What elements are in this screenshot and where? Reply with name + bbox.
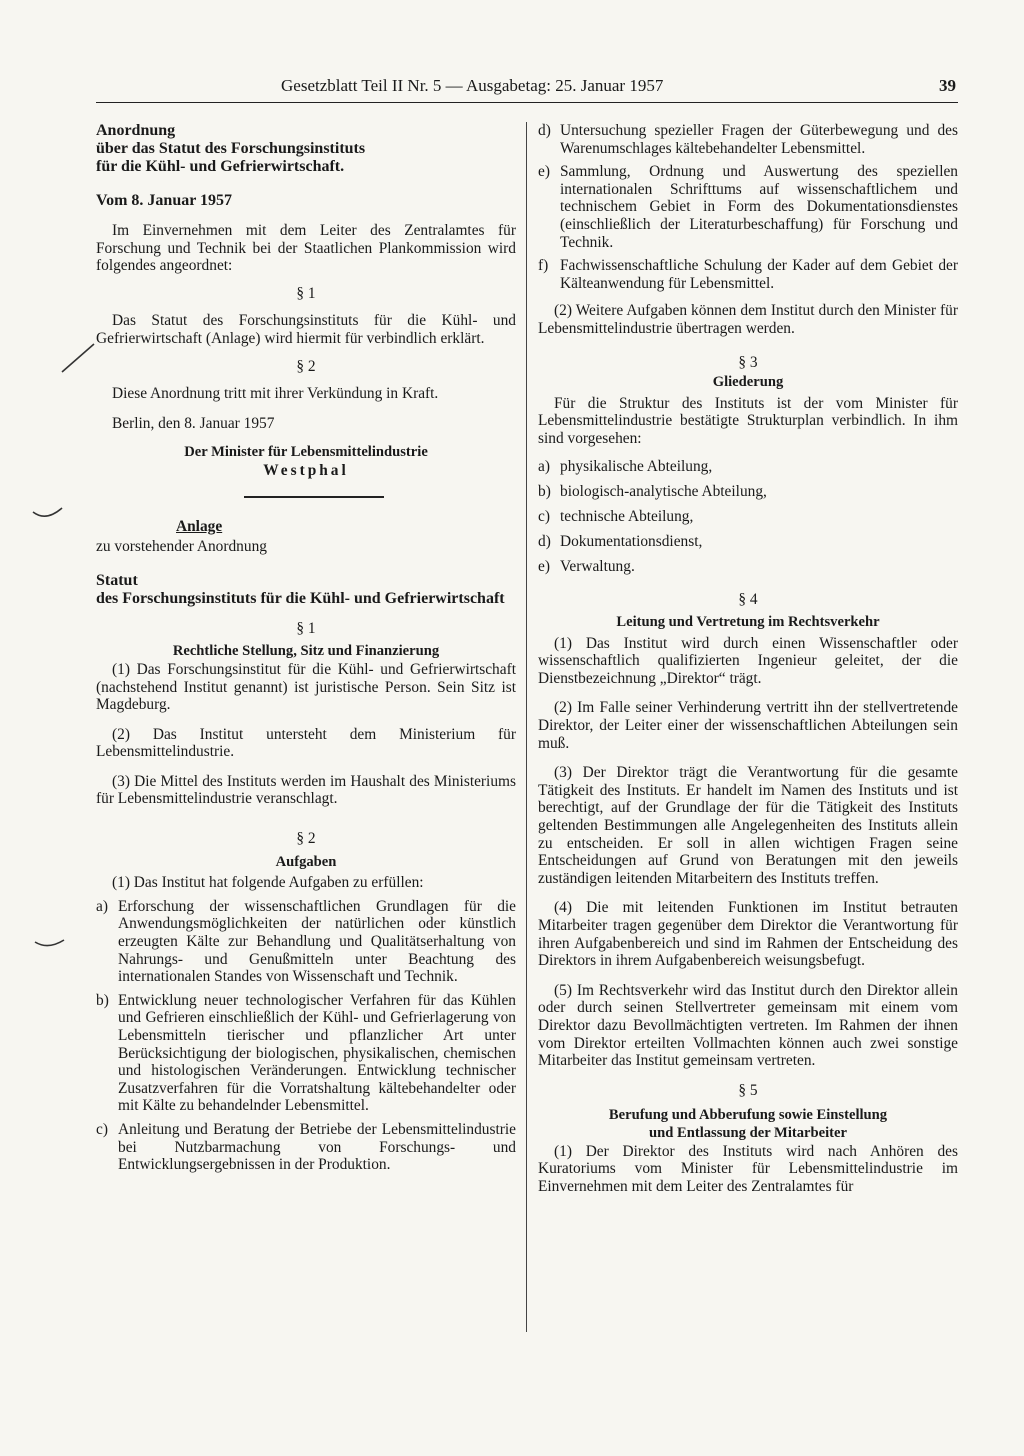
statute-1-para-1: (1) Das Forschungsinstitut für die Kühl- und Gefrierwirtschaft (nachstehend Institut genannt) ist juristische Person. Sein Sitz ist Magdeburg. bbox=[96, 660, 516, 714]
place-date: Berlin, den 8. Januar 1957 bbox=[112, 414, 275, 432]
list-label: d) bbox=[538, 122, 551, 139]
signatory-name: Westphal bbox=[263, 461, 349, 479]
list-item bbox=[538, 122, 958, 157]
list-item bbox=[96, 1121, 516, 1174]
statute-subtitle: des Forschungsinstituts für die Kühl- und Gefrierwirtschaft bbox=[96, 589, 505, 607]
statute-section-4-heading: § 4 bbox=[738, 590, 758, 608]
list-text: Dokumentationsdienst, bbox=[560, 532, 703, 550]
statute-3-intro: Für die Struktur des Instituts ist der vom Minister für Lebensmittelindustrie bestätigte Strukturplan verbindlich. In ihm sind vorgesehen: bbox=[538, 394, 958, 447]
list-text: Untersuchung spezieller Fragen der Güterbewegung und des Warenumschlages kältebehandelter Lebensmittel. bbox=[560, 122, 958, 157]
list-item bbox=[538, 163, 958, 251]
annex-label: Anlage bbox=[176, 517, 223, 535]
list-item bbox=[538, 529, 958, 554]
statute-2-para-1: (1) Das Institut hat folgende Aufgaben zu erfüllen: bbox=[112, 874, 424, 892]
statute-4-para-2: (2) Im Falle seiner Verhinderung vertritt ihn der stellvertretende Direktor, der Leiter einer der wissenschaftlichen Abteilungen sein muß. bbox=[538, 699, 958, 752]
list-label: c) bbox=[538, 507, 550, 525]
list-item bbox=[538, 554, 958, 579]
statute-section-1-heading: § 1 bbox=[296, 619, 316, 637]
statute-5-para-1: (1) Der Direktor des Instituts wird nach Anhören des Kuratoriums vom Minister für Lebensmittelindustrie im Einvernehmen mit dem Leiter des Zentralamtes für bbox=[538, 1142, 958, 1195]
statute-1-para-2: (2) Das Institut untersteht dem Ministerium für Lebensmittelindustrie. bbox=[96, 725, 516, 761]
right-column bbox=[538, 122, 958, 1195]
list-text: Erforschung der wissenschaftlichen Grundlagen für die Anwendungsmöglichkeiten der natürlichen oder künstlich erzeugten Kälte zur Behandlung und Qualitätserhaltung von Nahrungs- und Genußmitteln unter Beachtung des internationalen Standes von Wissenschaft und Technik. bbox=[118, 897, 516, 986]
statute-1-para-3: (3) Die Mittel des Instituts werden im Haushalt des Ministeriums für Lebensmittelindustrie veranschlagt. bbox=[96, 772, 516, 808]
list-item bbox=[538, 479, 958, 504]
list-item bbox=[538, 504, 958, 529]
list-text: Verwaltung. bbox=[560, 557, 635, 575]
statute-section-2-heading: § 2 bbox=[296, 830, 316, 848]
ordinance-title: Anordnung bbox=[96, 122, 176, 139]
section-1-heading: § 1 bbox=[296, 284, 316, 302]
list-label: a) bbox=[96, 897, 108, 915]
section-2-heading: § 2 bbox=[296, 357, 316, 375]
statute-section-1-title: Rechtliche Stellung, Sitz und Finanzierung bbox=[172, 643, 440, 660]
pencil-check-icon bbox=[32, 936, 68, 952]
statute-4-para-5: (5) Im Rechtsverkehr wird das Institut durch den Direktor allein oder durch seinen Stellvertreter gemeinsam mit einem vom Direktor dazu Bevollmächtigten vertreten. Im Rahmen der ihnen vom Direktor erteilten Vollmachten können auch zwei sonstige Mitarbeiter das Institut gemeinsam vertreten. bbox=[538, 981, 958, 1070]
list-label: b) bbox=[538, 482, 551, 500]
section-1-text: Das Statut des Forschungsinstituts für die Kühl- und Gefrierwirtschaft (Anlage) wird hiermit für verbindlich erklärt. bbox=[96, 312, 516, 347]
list-label: f) bbox=[538, 257, 549, 275]
list-text: technische Abteilung, bbox=[560, 507, 694, 525]
statute-section-2-title: Aufgaben bbox=[275, 853, 337, 870]
statute-section-3-title: Gliederung bbox=[712, 374, 784, 391]
list-text: physikalische Abteilung, bbox=[560, 457, 713, 475]
statute-section-3-heading: § 3 bbox=[738, 353, 758, 371]
list-item bbox=[96, 992, 516, 1115]
list-item bbox=[96, 898, 516, 986]
list-label: d) bbox=[538, 532, 551, 550]
section-2-text: Diese Anordnung tritt mit ihrer Verkündung in Kraft. bbox=[112, 385, 439, 403]
list-label: b) bbox=[96, 991, 109, 1009]
column-divider bbox=[526, 122, 527, 1332]
list-text: Entwicklung neuer technologischer Verfahren für das Kühlen und Gefrieren einschließlich der Kühl- und Gefrierlagerung von Lebensmitteln tierischer und pflanzlicher Art unter Berücksichtigung der biologischen, physikalischen, chemischen und histologischen Veränderungen. Entwicklung technischer Zusatzverfahren für die Vorratshaltung kältebehandelter oder mit Kälte zu behandelnder Lebensmittel. bbox=[118, 991, 516, 1115]
list-text: biologisch-analytische Abteilung, bbox=[560, 482, 767, 500]
list-label: e) bbox=[538, 163, 550, 181]
running-title: Gesetzblatt Teil II Nr. 5 — Ausgabetag: 25. Januar 1957 bbox=[281, 76, 664, 95]
list-item bbox=[538, 454, 958, 479]
statute-4-para-1: (1) Das Institut wird durch einen Wissenschaftler oder wissenschaftlich qualifizierten Ingenieur geleitet, der die Dienstbezeichnung „Direktor“ trägt. bbox=[538, 634, 958, 687]
page-header bbox=[96, 76, 958, 103]
statute-4-para-4: (4) Die mit leitenden Funktionen im Institut betrauten Mitarbeiter tragen gegenüber dem Direktor die Verantwortung für ihren Aufgabenbereich und sind im Rahmen der Entscheidung des Direktors in ihrem Aufgabenbereich weisungsbefugt. bbox=[538, 899, 958, 970]
statute-section-5-title-line2: und Entlassung der Mitarbeiter bbox=[649, 1124, 847, 1141]
statute-4-para-3: (3) Der Direktor trägt die Verantwortung für die gesamte Tätigkeit des Instituts. Er handelt im Namen des Instituts und ist berechtigt, auf der Grundlage der für die Tätigkeit des Instituts geltenden Bestimmungen alle Angelegenheiten des Instituts allein zu entscheiden. Er soll in allen wichtigen Fragen seine Entscheidungen auf Grund von Beratungen mit den jeweils zuständigen leitenden Mitarbeitern des Instituts treffen. bbox=[538, 764, 958, 887]
page-number: 39 bbox=[939, 76, 956, 95]
left-column bbox=[96, 122, 516, 1174]
signatory-title: Der Minister für Lebensmittelindustrie bbox=[184, 444, 428, 461]
list-item bbox=[538, 257, 958, 292]
annex-subtitle: zu vorstehender Anordnung bbox=[96, 538, 267, 556]
statute-section-5-heading: § 5 bbox=[738, 1081, 758, 1099]
ordinance-title-line3: für die Kühl- und Gefrierwirtschaft. bbox=[96, 158, 345, 175]
pencil-slash-icon bbox=[58, 340, 98, 376]
list-label: e) bbox=[538, 557, 550, 575]
statute-2-para-2: (2) Weitere Aufgaben können dem Institut durch den Minister für Lebensmittelindustrie übertragen werden. bbox=[538, 302, 958, 337]
statute-title: Statut bbox=[96, 571, 138, 589]
preamble: Im Einvernehmen mit dem Leiter des Zentralamtes für Forschung und Technik bei der Staatlichen Plankommission wird folgendes angeordnet: bbox=[96, 222, 516, 275]
statute-section-5-title: Berufung und Abberufung sowie Einstellung bbox=[608, 1107, 888, 1124]
list-label: a) bbox=[538, 457, 550, 475]
ordinance-title-line2: über das Statut des Forschungsinstituts bbox=[96, 140, 366, 157]
ordinance-date: Vom 8. Januar 1957 bbox=[96, 192, 233, 209]
statute-section-4-title: Leitung und Vertretung im Rechtsverkehr bbox=[616, 614, 880, 631]
pencil-check-icon bbox=[30, 506, 66, 522]
list-label: c) bbox=[96, 1120, 108, 1138]
list-text: Fachwissenschaftliche Schulung der Kader auf dem Gebiet der Kälteanwendung für Lebensmittel. bbox=[560, 257, 958, 292]
list-text: Sammlung, Ordnung und Auswertung des speziellen internationalen Schrifttums auf wissenschaftlichem und technischem Gebiet in Form des Dokumentationsdienstes (einschließlich der Literaturbeschaffung) für Forschung und Technik. bbox=[560, 163, 958, 251]
list-text: Anleitung und Beratung der Betriebe der Lebensmittelindustrie bei Nutzbarmachung von Forschungs- und Entwicklungsergebnissen in der Produktion. bbox=[118, 1120, 516, 1174]
